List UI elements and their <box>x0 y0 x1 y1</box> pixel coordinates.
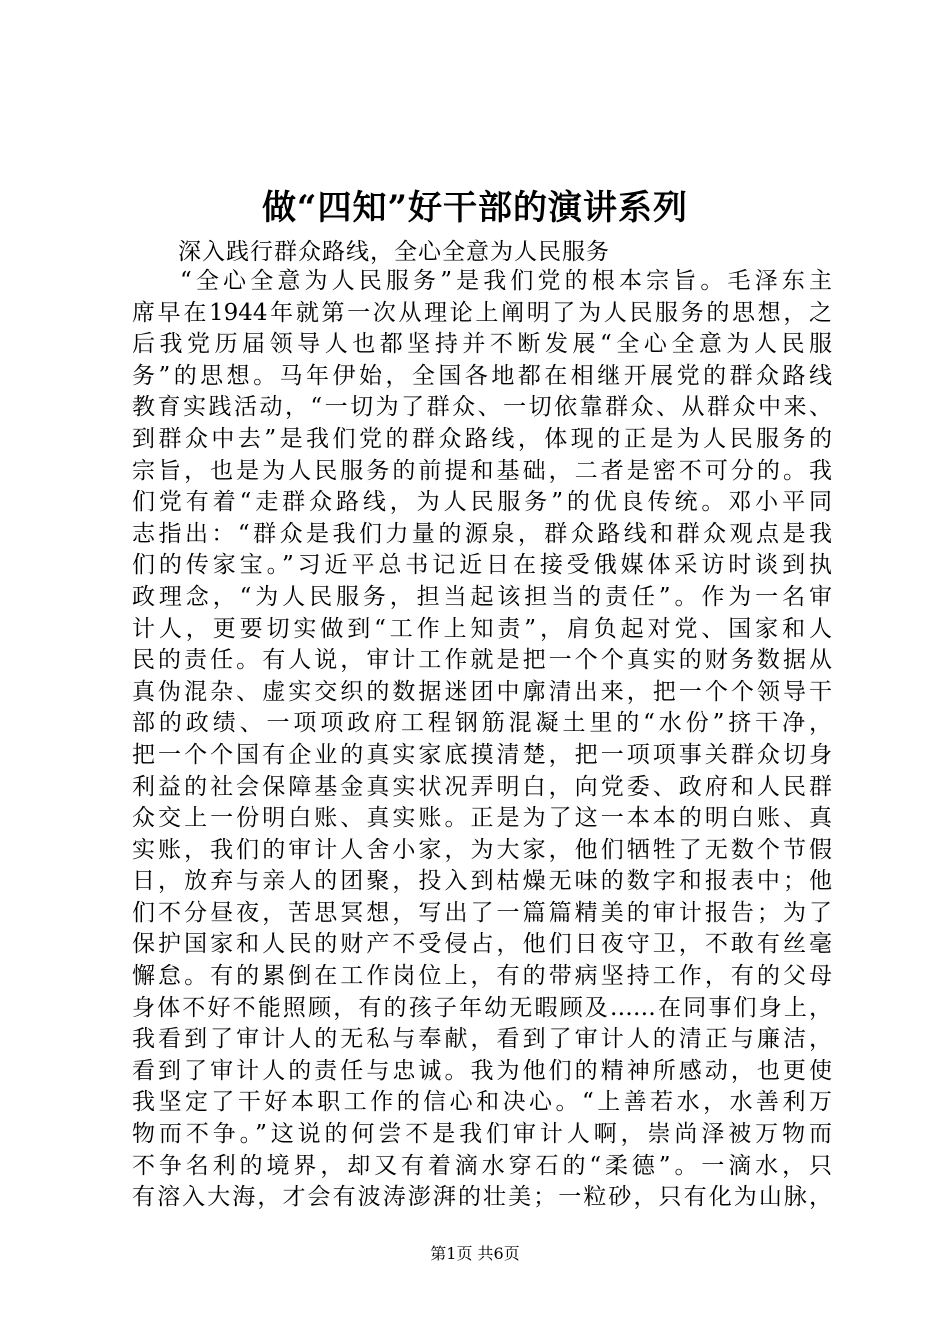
body-line: 务”的思想。马年伊始，全国各地都在相继开展党的群众路线 <box>132 362 832 389</box>
document-subtitle: 深入践行群众路线，全心全意为人民服务 <box>178 239 610 265</box>
body-line: 看到了审计人的责任与忠诚。我为他们的精神所感动，也更使 <box>132 1057 832 1084</box>
body-paragraph <box>132 266 832 1214</box>
body-line: 把一个个国有企业的真实家底摸清楚，把一项项事关群众切身 <box>132 741 832 768</box>
body-line: 政理念，“为人民服务，担当起该担当的责任”。作为一名审 <box>132 583 832 610</box>
document-title: 做“四知”好干部的演讲系列 <box>261 188 689 228</box>
body-line: 有溶入大海，才会有波涛澎湃的壮美；一粒砂，只有化为山脉， <box>132 1184 832 1211</box>
body-line: 后我党历届领导人也都坚持并不断发展“全心全意为人民服 <box>132 331 832 358</box>
body-line: 们不分昼夜，苦思冥想，写出了一篇篇精美的审计报告；为了 <box>132 899 832 926</box>
body-line: 部的政绩、一项项政府工程钢筋混凝土里的“水份”挤干净， <box>132 710 832 737</box>
body-line: 不争名利的境界，却又有着滴水穿石的“柔德”。一滴水，只 <box>132 1152 832 1179</box>
body-line: 身体不好不能照顾，有的孩子年幼无暇顾及……在同事们身上， <box>132 994 832 1021</box>
body-line: “全心全意为人民服务”是我们党的根本宗旨。毛泽东主 <box>180 268 832 294</box>
body-line: 众交上一份明白账、真实账。正是为了这一本本的明白账、真 <box>132 805 832 832</box>
body-line: 计人，更要切实做到“工作上知责”，肩负起对党、国家和人 <box>132 615 832 642</box>
body-line: 宗旨，也是为人民服务的前提和基础，二者是密不可分的。我 <box>132 457 832 484</box>
body-line: 民的责任。有人说，审计工作就是把一个个真实的财务数据从 <box>132 647 832 674</box>
body-line: 保护国家和人民的财产不受侵占，他们日夜守卫，不敢有丝毫 <box>132 931 832 958</box>
page-number-footer: 第1页 共6页 <box>430 1244 520 1263</box>
body-line: 物而不争。”这说的何尝不是我们审计人啊，崇尚泽被万物而 <box>132 1121 832 1148</box>
body-line: 利益的社会保障基金真实状况弄明白，向党委、政府和人民群 <box>132 773 832 800</box>
body-line: 懈怠。有的累倒在工作岗位上，有的带病坚持工作，有的父母 <box>132 963 832 990</box>
body-line: 们的传家宝。”习近平总书记近日在接受俄媒体采访时谈到执 <box>132 552 832 579</box>
body-line: 志指出：“群众是我们力量的源泉，群众路线和群众观点是我 <box>132 520 832 547</box>
body-line: 我坚定了干好本职工作的信心和决心。“上善若水，水善利万 <box>132 1089 832 1116</box>
body-line: 真伪混杂、虚实交织的数据迷团中廓清出来，把一个个领导干 <box>132 678 832 705</box>
body-line: 教育实践活动，“一切为了群众、一切依靠群众、从群众中来、 <box>132 394 832 421</box>
body-line: 们党有着“走群众路线，为人民服务”的优良传统。邓小平同 <box>132 489 832 516</box>
body-line: 实账，我们的审计人舍小家，为大家，他们牺牲了无数个节假 <box>132 836 832 863</box>
body-line: 我看到了审计人的无私与奉献，看到了审计人的清正与廉洁， <box>132 1026 832 1053</box>
body-line: 席早在1944年就第一次从理论上阐明了为人民服务的思想，之 <box>132 299 832 326</box>
body-line: 日，放弃与亲人的团聚，投入到枯燥无味的数字和报表中；他 <box>132 868 832 895</box>
body-line: 到群众中去”是我们党的群众路线，体现的正是为人民服务的 <box>132 425 832 452</box>
